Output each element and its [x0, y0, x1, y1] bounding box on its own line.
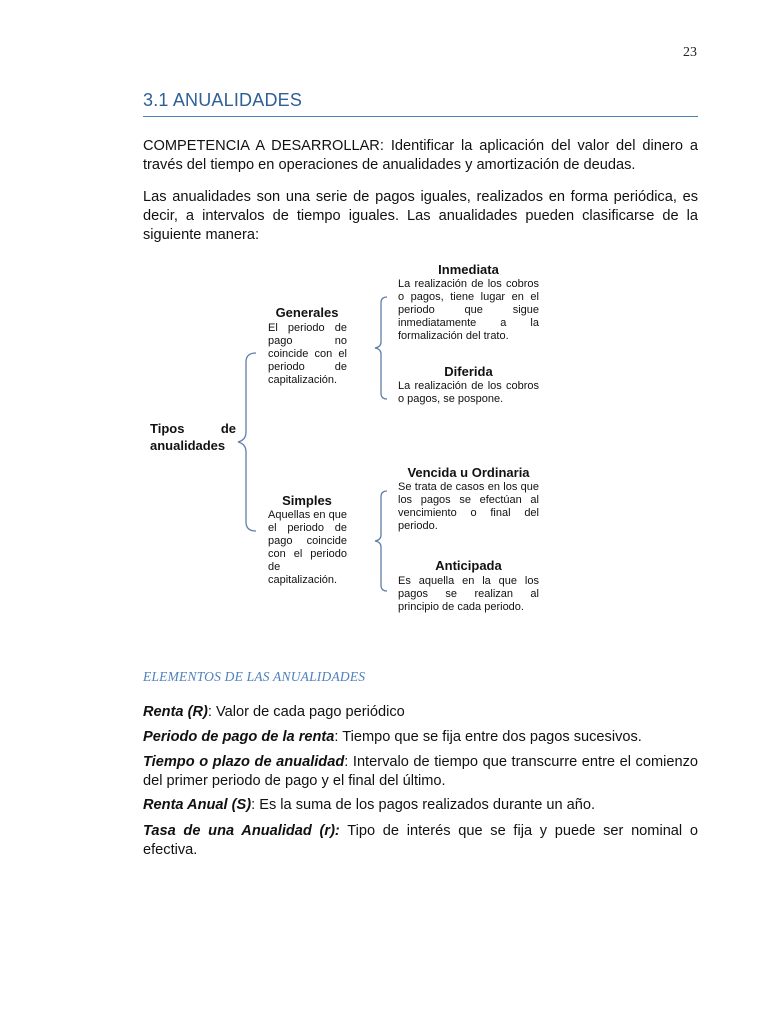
page-number: 23 [683, 45, 697, 60]
inmediata-title: Inmediata [438, 262, 499, 277]
diferida-desc: La realización de los cobros o pagos, se pospone. [398, 380, 539, 405]
definition-term: Renta (R) [143, 704, 208, 720]
simples-title: Simples [282, 493, 332, 508]
inmediata-desc: La realización de los cobros o pagos, tiene lugar en el periodo que sigue inmediatamente a la formalización del trato. [398, 278, 539, 342]
vencida-title: Vencida u Ordinaria [407, 465, 530, 480]
anticipada-desc: Es aquella en la que los pagos se realizan al principio de cada periodo. [398, 575, 539, 613]
simples-desc: Aquellas en que el periodo de pago coincide con el periodo de capitalización. [268, 509, 347, 586]
definition-text: : Es la suma de los pagos realizados durante un año. [251, 797, 596, 813]
definition-text: : Intervalo de tiempo que transcurre entre el comienzo del primer periodo de pago y el final del último. [143, 754, 698, 789]
simples-brace [373, 490, 389, 592]
definition-item [143, 728, 698, 747]
anticipada-title: Anticipada [435, 558, 502, 573]
definition-text: : Valor de cada pago periódico [207, 704, 405, 720]
definition-term: Tiempo o plazo de anualidad [143, 754, 345, 770]
definition-item [143, 796, 698, 815]
main-brace [236, 352, 258, 532]
definition-term: Periodo de pago de la renta [143, 729, 335, 745]
definition-item [143, 822, 698, 860]
definition-item [143, 753, 698, 791]
generales-title: Generales [275, 305, 339, 320]
definition-text: : Tiempo que se fija entre dos pagos sucesivos. [334, 729, 642, 745]
definition-item [143, 703, 698, 722]
generales-desc: El periodo de pago no coincide con el periodo de capitalización. [268, 322, 347, 386]
intro-paragraph: Las anualidades son una serie de pagos iguales, realizados en forma periódica, es decir, a intervalos de tiempo iguales. Las anualidades pueden clasificarse de la siguiente manera: [143, 189, 698, 243]
competencia-paragraph: COMPETENCIA A DESARROLLAR: Identificar la aplicación del valor del dinero a través del tiempo en operaciones de anualidades y amortización de deudas. [143, 138, 698, 173]
definition-term: Tasa de una Anualidad (r): [143, 823, 340, 839]
generales-brace [373, 296, 389, 400]
diagram-root-label: Tipos de anualidades [150, 421, 236, 453]
vencida-desc: Se trata de casos en los que los pagos se efectúan al vencimiento o final del periodo. [398, 481, 539, 532]
elements-title: ELEMENTOS DE LAS ANUALIDADES [143, 669, 366, 684]
section-title: 3.1 ANUALIDADES [143, 90, 303, 110]
diferida-title: Diferida [444, 364, 493, 379]
definition-text: Tipo de interés que se fija y puede ser nominal o efectiva. [143, 823, 698, 858]
definition-term: Renta Anual (S) [143, 797, 252, 813]
